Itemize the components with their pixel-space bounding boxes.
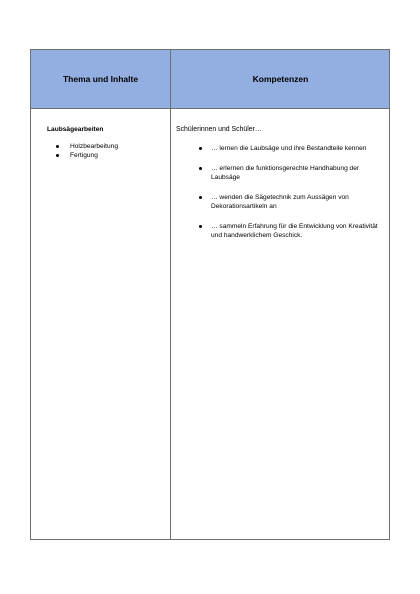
- curriculum-table: [30, 49, 390, 540]
- topic-cell: [47, 126, 167, 160]
- header-competencies-cell: Kompetenzen: [252, 74, 309, 84]
- competency-item: … erlernen die funktionsgerechte Handhabung der Laubsäge: [176, 164, 386, 183]
- topic-item: Fertigung: [47, 151, 167, 160]
- column-divider: [170, 50, 171, 539]
- competencies-intro: Schülerinnen und Schüler…: [176, 126, 262, 133]
- competencies-list: [176, 144, 386, 241]
- competencies-cell: [176, 126, 386, 251]
- header-topic-cell: Thema und Inhalte: [62, 74, 139, 84]
- topic-item: Holzbearbeitung: [47, 142, 167, 151]
- topic-title: Laubsägearbeiten: [47, 126, 104, 133]
- competency-item: … sammeln Erfahrung für die Entwicklung von Kreativität und handwerklichem Geschick.: [176, 222, 386, 241]
- competency-item: … lernen die Laubsäge und ihre Bestandteile kennen: [176, 144, 386, 154]
- topic-list: [47, 142, 167, 160]
- competency-item: … wenden die Sägetechnik zum Aussägen von Dekorationsartikeln an: [176, 193, 386, 212]
